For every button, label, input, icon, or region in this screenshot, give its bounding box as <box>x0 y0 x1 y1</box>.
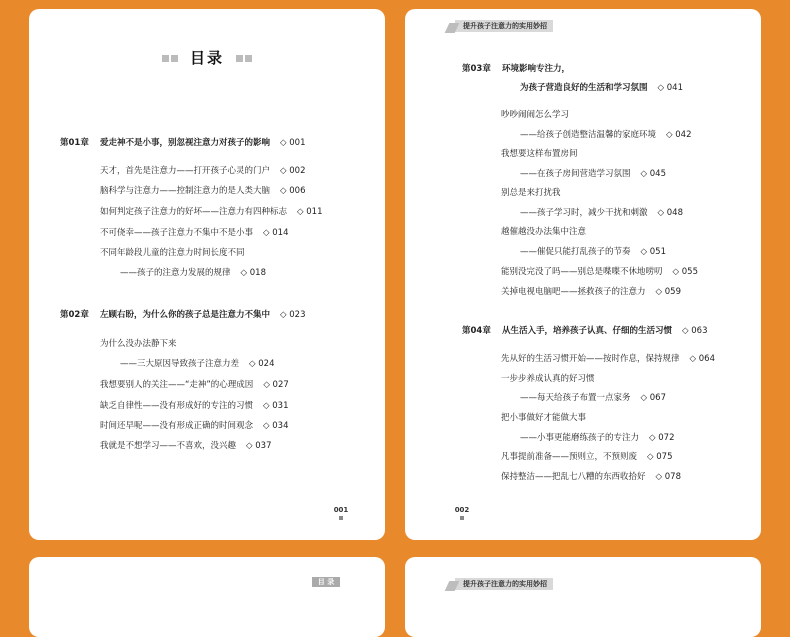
toc-page-4 <box>405 557 761 637</box>
toc-item[interactable] <box>501 352 715 364</box>
toc-item-text: 如何判定孩子注意力的好坏——注意力有四种标志 <box>100 207 288 217</box>
page-ref: ◇ 055 <box>672 267 698 277</box>
page-ref: ◇ 064 <box>689 354 715 364</box>
toc-item-text: 能别没完没了吗——别总是喋喋不休地唠叨 <box>501 267 663 277</box>
toc-item[interactable] <box>120 266 266 278</box>
toc-item-text: ——三大原因导致孩子注意力差 <box>120 359 240 369</box>
toc-item[interactable] <box>120 357 274 369</box>
toc-item-text: 保持整洁——把乱七八糟的东西收拾好 <box>501 472 646 482</box>
toc-item[interactable] <box>100 439 271 451</box>
page-ref: ◇ 059 <box>655 287 681 297</box>
folio-number: 002 <box>454 506 470 514</box>
title-deco-icon <box>245 55 252 62</box>
folio-number: 001 <box>333 506 349 514</box>
page-ref: ◇ 031 <box>263 401 289 411</box>
running-head: 提升孩子注意力的实用妙招 <box>455 578 553 590</box>
toc-item-text: 把小事做好才能做大事 <box>501 413 587 423</box>
page-ref: ◇ 041 <box>657 83 683 93</box>
toc-item-text: ——每天给孩子布置一点家务 <box>520 393 631 403</box>
page-ref: ◇ 023 <box>280 310 306 320</box>
chapter-heading[interactable] <box>60 308 305 320</box>
toc-item[interactable] <box>520 391 666 403</box>
toc-item[interactable] <box>501 265 698 277</box>
page-ref: ◇ 018 <box>240 268 266 278</box>
page-ref: ◇ 067 <box>640 393 666 403</box>
toc-item-text: 天才，首先是注意力——打开孩子心灵的门户 <box>100 166 271 176</box>
running-head: 提升孩子注意力的实用妙招 <box>455 20 553 32</box>
toc-item[interactable] <box>501 372 595 384</box>
page-folio <box>452 506 472 520</box>
toc-item[interactable] <box>520 167 666 179</box>
page-ref: ◇ 024 <box>249 359 275 369</box>
toc-item-text: 别总是来打扰我 <box>501 188 561 198</box>
chapter-number: 第03章 <box>462 64 491 74</box>
page-folio <box>331 506 351 520</box>
chapter-heading[interactable] <box>462 324 707 336</box>
toc-item-text: 我就是不想学习——不喜欢，没兴趣 <box>100 441 237 451</box>
folio-dot-icon <box>339 516 343 520</box>
toc-item[interactable] <box>501 225 586 237</box>
chapter-number: 第01章 <box>60 138 89 148</box>
chapter-title: 爱走神不是小事，别忽视注意力对孩子的影响 <box>100 138 271 148</box>
chapter-heading[interactable] <box>462 62 570 74</box>
toc-item[interactable] <box>100 164 305 176</box>
chapter-title: 从生活入手，培养孩子认真、仔细的生活习惯 <box>502 326 673 336</box>
toc-item-text: 先从好的生活习惯开始——按时作息，保持规律 <box>501 354 680 364</box>
toc-item-text: ——催促只能打乱孩子的节奏 <box>520 247 631 257</box>
toc-item-text: 缺乏自律性——没有形成好的专注的习惯 <box>100 401 254 411</box>
page-ref: ◇ 042 <box>666 130 692 140</box>
toc-item[interactable] <box>100 226 288 238</box>
chapter-title: 为孩子营造良好的生活和学习氛围 <box>520 83 648 93</box>
toc-item[interactable] <box>100 184 305 196</box>
section-tab: 目 录 <box>312 577 340 587</box>
toc-item[interactable] <box>100 205 322 217</box>
toc-item-text: ——孩子学习时，减少干扰和刺激 <box>520 208 648 218</box>
toc-item-text: ——孩子的注意力发展的规律 <box>120 268 231 278</box>
toc-item-text: 不同年龄段儿童的注意力时间长度不同 <box>100 248 245 258</box>
toc-item[interactable] <box>501 411 586 423</box>
toc-item[interactable] <box>100 246 255 258</box>
toc-item-text: 时间还早呢——没有形成正确的时间观念 <box>100 421 254 431</box>
toc-title-text: 目录 <box>189 49 224 67</box>
folio-dot-icon <box>460 516 464 520</box>
toc-item[interactable] <box>520 431 674 443</box>
toc-item[interactable] <box>520 128 691 140</box>
page-ref: ◇ 006 <box>280 186 306 196</box>
toc-item[interactable] <box>501 450 672 462</box>
page-ref: ◇ 072 <box>649 433 675 443</box>
toc-item[interactable] <box>100 419 288 431</box>
page-ref: ◇ 051 <box>640 247 666 257</box>
page-ref: ◇ 078 <box>655 472 681 482</box>
page-ref: ◇ 048 <box>657 208 683 218</box>
toc-page-1 <box>29 9 385 540</box>
page-ref: ◇ 063 <box>682 326 708 336</box>
page-ref: ◇ 002 <box>280 166 306 176</box>
page-ref: ◇ 075 <box>647 452 673 462</box>
toc-item-text: 我想要别人的关注——“走神”的心理成因 <box>100 380 254 390</box>
toc-title <box>29 47 385 68</box>
chapter-heading[interactable] <box>60 136 305 148</box>
toc-item-text: ——给孩子创造整洁温馨的家庭环境 <box>520 130 657 140</box>
toc-item[interactable] <box>501 470 681 482</box>
toc-item-text: ——在孩子房间营造学习氛围 <box>520 169 631 179</box>
page-ref: ◇ 045 <box>640 169 666 179</box>
toc-page-3 <box>29 557 385 637</box>
toc-item-text: 吵吵闹闹怎么学习 <box>501 110 570 120</box>
toc-item-text: ——小事更能磨练孩子的专注力 <box>520 433 640 443</box>
page-ref: ◇ 011 <box>297 207 323 217</box>
page-ref: ◇ 037 <box>246 441 272 451</box>
chapter-title: 左顾右盼，为什么你的孩子总是注意力不集中 <box>100 310 271 320</box>
toc-item[interactable] <box>520 206 683 218</box>
toc-item[interactable] <box>501 186 561 198</box>
toc-item[interactable] <box>100 378 289 390</box>
toc-item-text: 关掉电视电脑吧——拯救孩子的注意力 <box>501 287 646 297</box>
toc-item[interactable] <box>501 285 681 297</box>
toc-item[interactable] <box>100 337 187 349</box>
toc-page-2 <box>405 9 761 540</box>
page-ref: ◇ 027 <box>263 380 289 390</box>
page-ref: ◇ 014 <box>263 228 289 238</box>
title-deco-icon <box>236 55 243 62</box>
toc-item-text: 为什么没办法静下来 <box>100 339 177 349</box>
toc-item[interactable] <box>501 108 569 120</box>
chapter-number: 第04章 <box>462 326 491 336</box>
page-ref: ◇ 034 <box>263 421 289 431</box>
page-ref: ◇ 001 <box>280 138 306 148</box>
toc-item[interactable] <box>100 399 288 411</box>
toc-item-text: 不可侥幸——孩子注意力不集中不是小事 <box>100 228 254 238</box>
toc-item-text: 越催越没办法集中注意 <box>501 227 587 237</box>
toc-item-text: 我想要这样布置房间 <box>501 149 578 159</box>
toc-item[interactable] <box>520 245 666 257</box>
toc-item-text: 凡事提前准备——预则立，不预则废 <box>501 452 638 462</box>
title-deco-icon <box>171 55 178 62</box>
toc-item[interactable] <box>501 147 578 159</box>
chapter-number: 第02章 <box>60 310 89 320</box>
chapter-heading-line2[interactable] <box>520 81 683 93</box>
toc-item-text: 一步步养成认真的好习惯 <box>501 374 595 384</box>
chapter-title: 环境影响专注力， <box>502 64 571 74</box>
title-deco-icon <box>162 55 169 62</box>
toc-item-text: 脑科学与注意力——控制注意力的是人类大脑 <box>100 186 271 196</box>
